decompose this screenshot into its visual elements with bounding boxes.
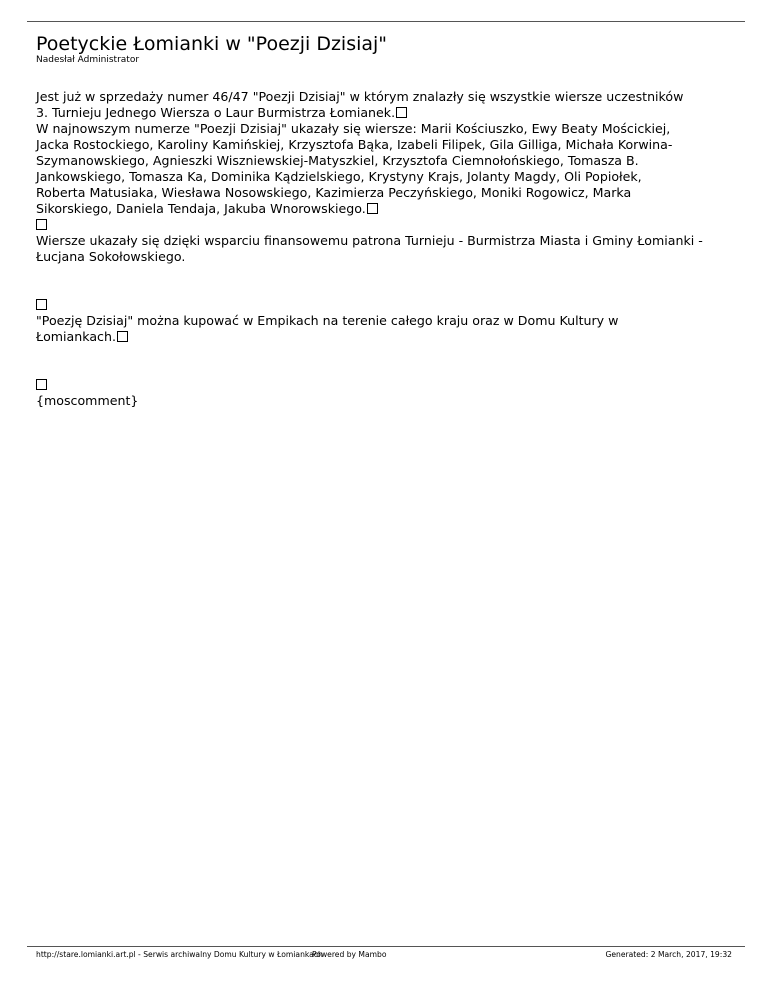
body-line [36,217,741,233]
footer-powered-by: Powered by Mambo [312,950,387,959]
body-line: Roberta Matusiaka, Wiesława Nosowskiego, Kazimierza Peczyńskiego, Moniki Rogowicz, Marka [36,185,632,200]
body-line [36,377,741,393]
body-line: Jest już w sprzedaży numer 46/47 "Poezji Dzisiaj" w którym znalazły się wszystkie wiersze uczestników [36,89,684,104]
article-body [36,89,741,409]
body-line: Jankowskiego, Tomasza Ka, Dominika Kądzielskiego, Krystyny Krajs, Jolanty Magdy, Oli Popiołek, [36,169,642,184]
footer-rule [27,946,745,947]
missing-glyph-box-icon [367,203,378,214]
missing-glyph-box-icon [117,331,128,342]
missing-glyph-box-icon [36,379,47,390]
body-line: Jacka Rostockiego, Karoliny Kamińskiej, Krzysztofa Bąka, Izabeli Filipek, Gila Gilliga, Michała Korwina- [36,137,673,152]
body-line: 3. Turnieju Jednego Wiersza o Laur Burmistrza Łomianek. [36,105,741,121]
header-rule [27,21,745,22]
body-line: W najnowszym numerze "Poezji Dzisiaj" ukazały się wiersze: Marii Kościuszko, Ewy Beaty Mościckiej, [36,121,671,136]
comment-placeholder: {moscomment} [36,393,139,408]
body-line: "Poezję Dzisiaj" można kupować w Empikach na terenie całego kraju oraz w Domu Kultury w [36,313,619,328]
missing-glyph-box-icon [36,219,47,230]
footer-generated-date: Generated: 2 March, 2017, 19:32 [605,950,732,959]
missing-glyph-box-icon [36,299,47,310]
paragraph-gap [36,265,741,297]
body-line: Wiersze ukazały się dzięki wsparciu finansowemu patrona Turnieju - Burmistrza Miasta i Gminy Łomianki - [36,233,703,248]
body-line: Łucjana Sokołowskiego. [36,249,186,264]
body-line [36,297,741,313]
paragraph-gap [36,345,741,377]
missing-glyph-box-icon [396,107,407,118]
body-line: Szymanowskiego, Agnieszki Wiszniewskiej-Matyszkiel, Krzysztofa Ciemnołońskiego, Tomasza B. [36,153,639,168]
article-title: Poetyckie Łomianki w "Poezji Dzisiaj" [36,33,388,55]
body-line: Łomiankach. [36,329,741,345]
footer-site-url: http://stare.lomianki.art.pl - Serwis archiwalny Domu Kultury w Łomiankach [36,950,323,959]
body-line: Sikorskiego, Daniela Tendaja, Jakuba Wnorowskiego. [36,201,741,217]
article-author: Nadesłał Administrator [36,55,140,65]
